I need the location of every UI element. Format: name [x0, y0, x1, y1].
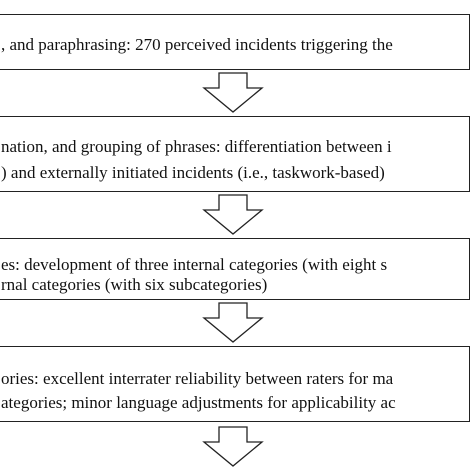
step-box-1 — [0, 14, 470, 70]
step-2-line-2: ) and externally initiated incidents (i.e., taskwork-based) — [1, 163, 385, 182]
step-box-4 — [0, 346, 470, 422]
step-box-2 — [0, 116, 470, 192]
step-3-line-2: rnal categories (with six subcategories) — [1, 275, 268, 294]
step-2-line-1: nation, and grouping of phrases: differentiation between i — [1, 137, 392, 156]
step-4-line-1: ories: excellent interrater reliability between raters for ma — [1, 369, 394, 388]
step-1-line-1: , and paraphrasing: 270 perceived incidents triggering the — [1, 35, 393, 54]
step-4-line-2: ategories; minor language adjustments for applicability ac — [1, 393, 396, 412]
down-arrow-icon — [201, 72, 265, 114]
step-box-3 — [0, 238, 470, 300]
step-3-line-1: es: development of three internal categories (with eight s — [1, 255, 388, 274]
down-arrow-icon — [201, 302, 265, 344]
down-arrow-icon — [201, 426, 265, 468]
down-arrow-icon — [201, 194, 265, 236]
